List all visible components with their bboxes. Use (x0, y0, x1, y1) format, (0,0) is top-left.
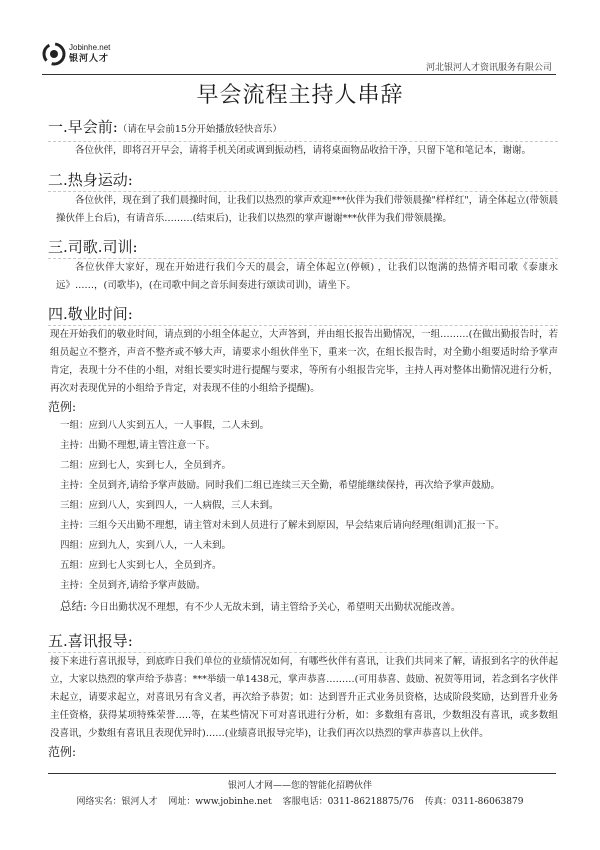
page-footer (0, 778, 600, 810)
logo-site-text: Jobinhe.net (69, 43, 111, 52)
document-body (48, 115, 558, 761)
section-heading: 二.热身运动: (48, 171, 133, 189)
section-heading: 一.早会前:（请在早会前15分开始播放轻快音乐） (48, 118, 282, 136)
example-heading: 范例: (48, 745, 77, 759)
section-paragraph: 各位伙伴，即将召开早会，请将手机关闭或调到振动档，请将桌面物品收拾干净，只留下笔和笔记本，谢谢。 (48, 141, 558, 160)
list-item: 主持：全员到齐,请给予掌声鼓励。同时我们二组已连续三天全勤，希望能继续保持，再次给予掌声鼓励。 (60, 480, 501, 491)
footer-site-name: 网络实名：银河人才 (76, 797, 158, 807)
list-item: 主持：三组今天出勤不理想，请主管对未到人员进行了解未到原因，早会结束后请向经理(组训)汇报一下。 (60, 520, 505, 531)
list-item: 四组：应到九人，实到八人，一人未到。 (60, 540, 232, 551)
footer-phone: 客服电话：0311-86218875/76 (282, 797, 414, 807)
list-item: 主持：全员到齐,请给予掌声鼓励。 (60, 580, 206, 591)
footer-url: 网址：www.jobinhe.net (168, 797, 272, 807)
section-paragraph: 现在开始我们的敬业时间，请点到的小组全体起立，大声答到，并由组长报告出勤情况，一组………(在做出勤报告时，若组员起立不整齐，声音不整齐或不够大声，请要求小组伙伴坐下，重来一次，在组长报告时，对全勤小组要适时给予掌声肯定，表现十分不佳的小组，对组长要实时进行提醒与要求，等所有小组报告完毕，主持人再对整体出勤情况进行分析，再次对表现优异的小组给予肯定，对表现不佳的小组给予提醒)。 (48, 325, 558, 398)
header-divider (42, 74, 556, 75)
summary-label: 总结: (60, 599, 87, 613)
summary-line (48, 596, 558, 618)
summary-text: 今日出勤状况不理想，有不少人无故未到，请主管给予关心，希望明天出勤状况能改善。 (89, 602, 461, 613)
example-heading: 范例: (48, 400, 77, 414)
section-paragraph: 接下来进行喜讯报导，到底昨日我们单位的业绩情况如何，有哪些伙伴有喜讯，让我们共同来了解，请报到名字的伙伴起立，大家以热烈的掌声给予恭喜：***举绩一单1438元，掌声恭喜………(可用恭喜、鼓励、祝贺等用词，若念到名字伙伴未起立，请要求起立，对喜讯另有含义者，再次给予恭贺；如：达到晋升正式业务员资格，达成阶段奖励，达到晋升业务主任资格，获得某项特殊荣誉…..等，在某些情况下可对喜讯进行分析，如：多数组有喜讯，少数组没有喜讯，或多数组没喜讯，少数组有喜讯且表现优异时)……(业绩喜讯报导完毕)，让我们再次以热烈的掌声恭喜以上伙伴。 (48, 652, 558, 743)
logo-icon (42, 42, 66, 66)
page-title: 早会流程主持人串辞 (196, 83, 404, 108)
list-item: 主持：出勤不理想,请主管注意一下。 (60, 440, 216, 451)
logo (42, 38, 162, 72)
section-heading: 四.敬业时间: (48, 305, 133, 323)
list-item: 五组：应到七人实到七人，全员到齐。 (60, 560, 222, 571)
section-heading: 三.司歌.司训: (48, 238, 138, 256)
list-item: 一组：应到八人实到五人，一人事假，二人未到。 (60, 420, 270, 431)
footer-divider (48, 773, 556, 774)
footer-slogan: 银河人才网——您的智能化招聘伙伴 (227, 781, 372, 791)
list-item: 三组：应到八人，实到四人，一人病假，三人未到。 (60, 500, 279, 511)
section-heading: 五.喜讯报导: (48, 632, 133, 650)
page-header (42, 38, 556, 74)
section-paragraph: 各位伙伴大家好，现在开始进行我们今天的晨会，请全体起立(停顿) ，让我们以饱满的热情齐唱司歌《泰康永远》……，(司歌毕)，(在司歌中间之音乐间奏进行颂读司训)，请坐下。 (48, 258, 558, 295)
section-note: （请在早会前15分开始播放轻快音乐） (117, 124, 282, 135)
logo-brand-text: 银河人才 (69, 53, 110, 63)
list-item: 二组：应到七人，实到七人，全员到齐。 (60, 460, 232, 471)
company-name: 河北银河人才资讯服务有限公司 (425, 63, 552, 73)
footer-fax: 传真：0311-86063879 (424, 797, 524, 807)
section-paragraph: 各位伙伴，现在到了我们晨操时间，让我们以热烈的掌声欢迎***伙伴为我们带领晨操"样样红"，请全体起立(带领晨操伙伴上台后)，有请音乐………(结束后)，让我们以热烈的掌声谢谢***伙伴为我们带领晨操。 (48, 191, 558, 228)
